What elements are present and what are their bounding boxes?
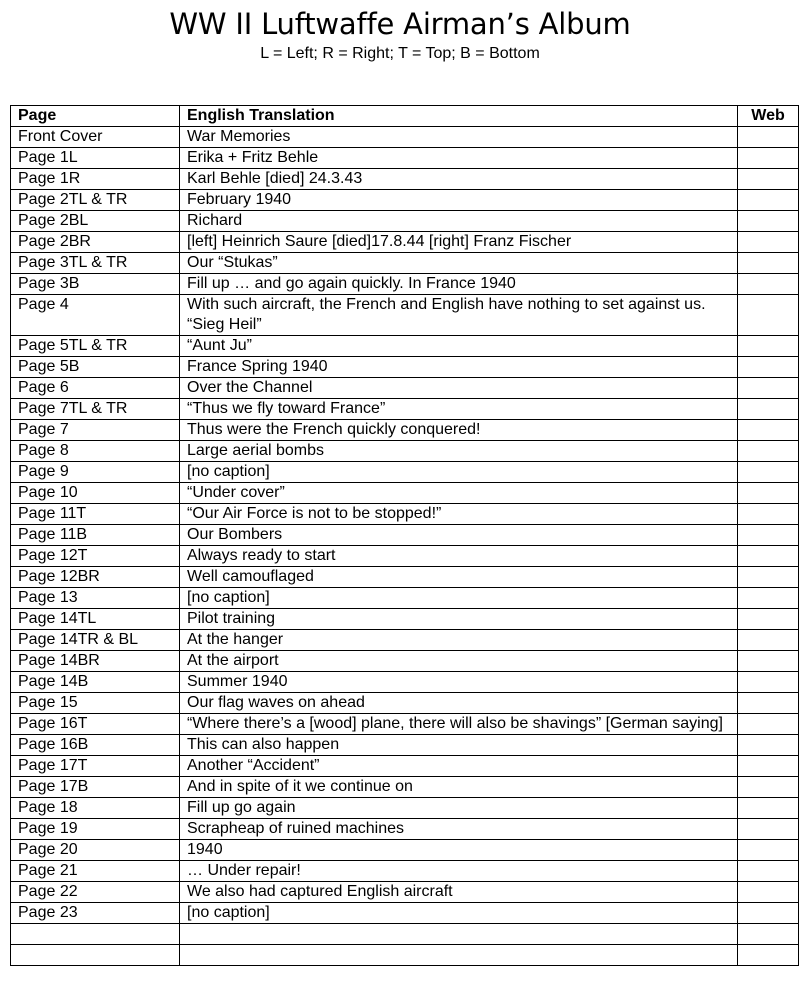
page-cell: Page 17T (11, 756, 180, 777)
table-row (11, 756, 799, 777)
web-cell (738, 295, 799, 336)
table-row (11, 609, 799, 630)
page-cell: Page 1L (11, 148, 180, 169)
page-cell (11, 924, 180, 945)
column-header-page: Page (11, 106, 180, 127)
web-cell (738, 378, 799, 399)
page-cell: Page 14TR & BL (11, 630, 180, 651)
table-row (11, 295, 799, 336)
web-cell (738, 357, 799, 378)
translation-cell: And in spite of it we continue on (180, 777, 738, 798)
web-cell (738, 861, 799, 882)
web-cell (738, 672, 799, 693)
legend-subtitle: L = Left; R = Right; T = Top; B = Bottom (260, 45, 540, 62)
translation-cell: “Thus we fly toward France” (180, 399, 738, 420)
page-cell: Page 9 (11, 462, 180, 483)
translation-cell (180, 945, 738, 966)
translation-cell: Erika + Fritz Behle (180, 148, 738, 169)
web-cell (738, 211, 799, 232)
page-cell: Page 2BL (11, 211, 180, 232)
translation-cell: Our “Stukas” (180, 253, 738, 274)
page-cell: Page 5TL & TR (11, 336, 180, 357)
web-cell (738, 693, 799, 714)
document-title: WW II Luftwaffe Airman’s Album (169, 7, 631, 41)
translation-cell: Karl Behle [died] 24.3.43 (180, 169, 738, 190)
page-cell: Page 14TL (11, 609, 180, 630)
translation-cell: February 1940 (180, 190, 738, 211)
page-cell: Page 15 (11, 693, 180, 714)
web-cell (738, 903, 799, 924)
translation-cell: Always ready to start (180, 546, 738, 567)
table-row (11, 148, 799, 169)
web-cell (738, 232, 799, 253)
web-cell (738, 840, 799, 861)
translation-cell: Well camouflaged (180, 567, 738, 588)
web-cell (738, 588, 799, 609)
page-cell: Page 7 (11, 420, 180, 441)
page-cell: Page 14BR (11, 651, 180, 672)
page-cell: Page 22 (11, 882, 180, 903)
web-cell (738, 253, 799, 274)
page-cell: Page 11T (11, 504, 180, 525)
translation-cell: … Under repair! (180, 861, 738, 882)
page-cell: Page 14B (11, 672, 180, 693)
table-row (11, 504, 799, 525)
page-cell: Page 20 (11, 840, 180, 861)
translation-cell: At the hanger (180, 630, 738, 651)
translation-cell: Fill up … and go again quickly. In France 1940 (180, 274, 738, 295)
web-cell (738, 609, 799, 630)
table-row (11, 714, 799, 735)
web-cell (738, 777, 799, 798)
web-cell (738, 546, 799, 567)
table-row (11, 861, 799, 882)
table-row (11, 546, 799, 567)
page-cell: Page 23 (11, 903, 180, 924)
translation-cell: Scrapheap of ruined machines (180, 819, 738, 840)
translation-cell: [no caption] (180, 588, 738, 609)
page-cell: Page 12T (11, 546, 180, 567)
page-cell: Front Cover (11, 127, 180, 148)
translation-cell: Our Bombers (180, 525, 738, 546)
translation-cell: Another “Accident” (180, 756, 738, 777)
table-row (11, 169, 799, 190)
page-cell: Page 6 (11, 378, 180, 399)
page-cell (11, 945, 180, 966)
web-cell (738, 756, 799, 777)
translation-cell: 1940 (180, 840, 738, 861)
web-cell (738, 798, 799, 819)
web-cell (738, 127, 799, 148)
table-row (11, 127, 799, 148)
page-cell: Page 2TL & TR (11, 190, 180, 211)
web-cell (738, 819, 799, 840)
table-row (11, 190, 799, 211)
page-cell: Page 21 (11, 861, 180, 882)
column-header-translation: English Translation (180, 106, 738, 127)
table-row (11, 672, 799, 693)
web-cell (738, 504, 799, 525)
table-row (11, 378, 799, 399)
web-cell (738, 945, 799, 966)
translation-table (10, 105, 799, 966)
page-cell: Page 5B (11, 357, 180, 378)
web-cell (738, 169, 799, 190)
column-header-web: Web (738, 106, 799, 127)
web-cell (738, 399, 799, 420)
translation-cell: Summer 1940 (180, 672, 738, 693)
page-cell: Page 16T (11, 714, 180, 735)
page-cell: Page 3TL & TR (11, 253, 180, 274)
web-cell (738, 274, 799, 295)
table-row (11, 399, 799, 420)
web-cell (738, 462, 799, 483)
translation-cell: War Memories (180, 127, 738, 148)
page-cell: Page 3B (11, 274, 180, 295)
table-row (11, 777, 799, 798)
translation-cell: Large aerial bombs (180, 441, 738, 462)
table-row (11, 420, 799, 441)
translation-cell: Richard (180, 211, 738, 232)
web-cell (738, 630, 799, 651)
page-cell: Page 18 (11, 798, 180, 819)
web-cell (738, 190, 799, 211)
page-cell: Page 4 (11, 295, 180, 336)
table-row (11, 840, 799, 861)
web-cell (738, 735, 799, 756)
table-row (11, 903, 799, 924)
page-cell: Page 2BR (11, 232, 180, 253)
translation-cell: [no caption] (180, 462, 738, 483)
page-cell: Page 19 (11, 819, 180, 840)
page-cell: Page 7TL & TR (11, 399, 180, 420)
table-row (11, 882, 799, 903)
table-row (11, 630, 799, 651)
translation-cell: “Under cover” (180, 483, 738, 504)
table-row (11, 735, 799, 756)
translation-cell: Our flag waves on ahead (180, 693, 738, 714)
translation-cell: Over the Channel (180, 378, 738, 399)
page-cell: Page 16B (11, 735, 180, 756)
page-cell: Page 13 (11, 588, 180, 609)
translation-cell: [left] Heinrich Saure [died]17.8.44 [right] Franz Fischer (180, 232, 738, 253)
page-cell: Page 17B (11, 777, 180, 798)
page-cell: Page 12BR (11, 567, 180, 588)
table-row (11, 588, 799, 609)
table-row (11, 462, 799, 483)
translation-cell: Pilot training (180, 609, 738, 630)
translation-cell: With such aircraft, the French and English have nothing to set against us. “Sieg Heil” (180, 295, 738, 336)
translation-cell: We also had captured English aircraft (180, 882, 738, 903)
translation-cell: “Aunt Ju” (180, 336, 738, 357)
table-row (11, 924, 799, 945)
web-cell (738, 483, 799, 504)
table-row (11, 336, 799, 357)
page-cell: Page 8 (11, 441, 180, 462)
translation-cell: This can also happen (180, 735, 738, 756)
web-cell (738, 336, 799, 357)
translation-cell: At the airport (180, 651, 738, 672)
table-row (11, 693, 799, 714)
web-cell (738, 567, 799, 588)
table-row (11, 819, 799, 840)
translation-cell: Thus were the French quickly conquered! (180, 420, 738, 441)
table-row (11, 441, 799, 462)
table-row (11, 274, 799, 295)
table-row (11, 232, 799, 253)
web-cell (738, 924, 799, 945)
table-row (11, 525, 799, 546)
table-row (11, 357, 799, 378)
page-cell: Page 11B (11, 525, 180, 546)
web-cell (738, 882, 799, 903)
page-cell: Page 10 (11, 483, 180, 504)
page-cell: Page 1R (11, 169, 180, 190)
translation-cell: Fill up go again (180, 798, 738, 819)
table-row (11, 483, 799, 504)
translation-cell (180, 924, 738, 945)
table-row (11, 945, 799, 966)
translation-cell: [no caption] (180, 903, 738, 924)
web-cell (738, 525, 799, 546)
table-header-row (11, 106, 799, 127)
translation-cell: “Where there’s a [wood] plane, there will also be shavings” [German saying] (180, 714, 738, 735)
web-cell (738, 441, 799, 462)
web-cell (738, 420, 799, 441)
table-row (11, 798, 799, 819)
table-row (11, 253, 799, 274)
table-row (11, 567, 799, 588)
translation-cell: France Spring 1940 (180, 357, 738, 378)
web-cell (738, 148, 799, 169)
table-body (11, 127, 799, 966)
web-cell (738, 651, 799, 672)
table-row (11, 211, 799, 232)
web-cell (738, 714, 799, 735)
table-row (11, 651, 799, 672)
translation-cell: “Our Air Force is not to be stopped!” (180, 504, 738, 525)
